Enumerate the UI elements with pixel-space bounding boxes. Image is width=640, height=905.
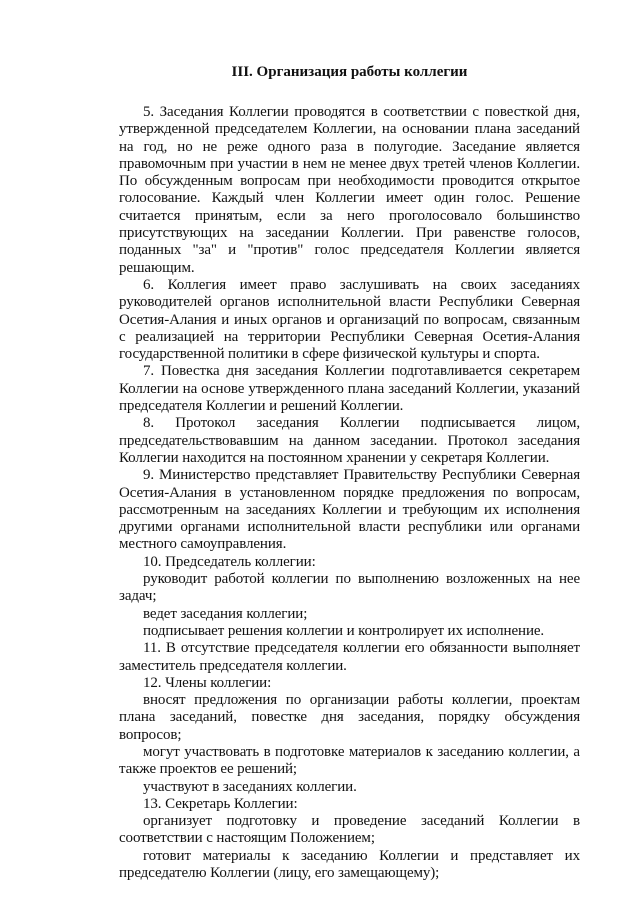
paragraph-13-item-2: готовит материалы к заседанию Коллегии и представляет их председателю Коллегии (лицу, его замещающему); [119, 847, 580, 882]
paragraph-11: 11. В отсутствие председателя коллегии его обязанности выполняет заместитель председателя коллегии. [119, 640, 580, 674]
paragraph-6: 6. Коллегия имеет право заслушивать на своих заседаниях руководителей органов исполнительной власти Республики Северная Осетия-Алания и иных органов и организаций по вопросам, связанным с реализацией на территории Республики Северная Осетия-Алания государственной политики в сфере физической культуры и спорта. [119, 276, 580, 363]
paragraph-9: 9. Министерство представляет Правительству Республики Северная Осетия-Алания в установленном порядке предложения по вопросам, рассмотренным на заседаниях Коллегии и требующим их исполнения другими органами исполнительной власти республики или органами местного самоуправления. [119, 467, 580, 553]
document-body [119, 64, 580, 882]
paragraph-10-item-2: ведет заседания коллегии; [143, 605, 308, 622]
paragraph-13-item-1: организует подготовку и проведение заседаний Коллегии в соответствии с настоящим Положением; [119, 813, 580, 847]
paragraph-12-item-2: могут участвовать в подготовке материалов к заседанию коллегии, а также проектов ее решений; [119, 743, 580, 778]
paragraph-10-item-3: подписывает решения коллегии и контролирует их исполнение. [143, 622, 545, 639]
paragraph-12-item-1: вносят предложения по организации работы коллегии, проектам плана заседаний, повестке дня заседания, порядку обсуждения вопросов; [119, 692, 580, 743]
paragraph-12-heading: 12. Члены коллегии: [143, 674, 272, 691]
section-heading: III. Организация работы коллегии [231, 64, 468, 80]
paragraph-5: 5. Заседания Коллегии проводятся в соответствии с повесткой дня, утвержденной председателем Коллегии, на основании плана заседаний на год, но не реже одного раза в полугодие. Заседание является правомочным при участии в нем не менее двух третей членов Коллегии. По обсужденным вопросам при необходимости проводится открытое голосование. Каждый член Коллегии имеет один голос. Решение считается принятым, если за него проголосовало большинство присутствующих на заседании Коллегии. При равенстве голосов, поданных "за" и "против" голос председателя Коллегии является решающим. [119, 104, 580, 276]
paragraph-10-heading: 10. Председатель коллегии: [143, 553, 316, 570]
paragraph-13-heading: 13. Секретарь Коллегии: [143, 795, 298, 812]
paragraph-12-item-3: участвуют в заседаниях коллегии. [143, 778, 357, 795]
paragraph-7: 7. Повестка дня заседания Коллегии подготавливается секретарем Коллегии на основе утвержденного плана заседаний Коллегии, указаний председателя Коллегии и решений Коллегии. [119, 363, 580, 415]
paragraph-10-item-1: руководит работой коллегии по выполнению возложенных на нее задач; [119, 571, 580, 605]
paragraph-8: 8. Протокол заседания Коллегии подписывается лицом, председательствовавшим на данном заседании. Протокол заседания Коллегии находится на постоянном хранении у секретаря Коллегии. [119, 415, 580, 466]
